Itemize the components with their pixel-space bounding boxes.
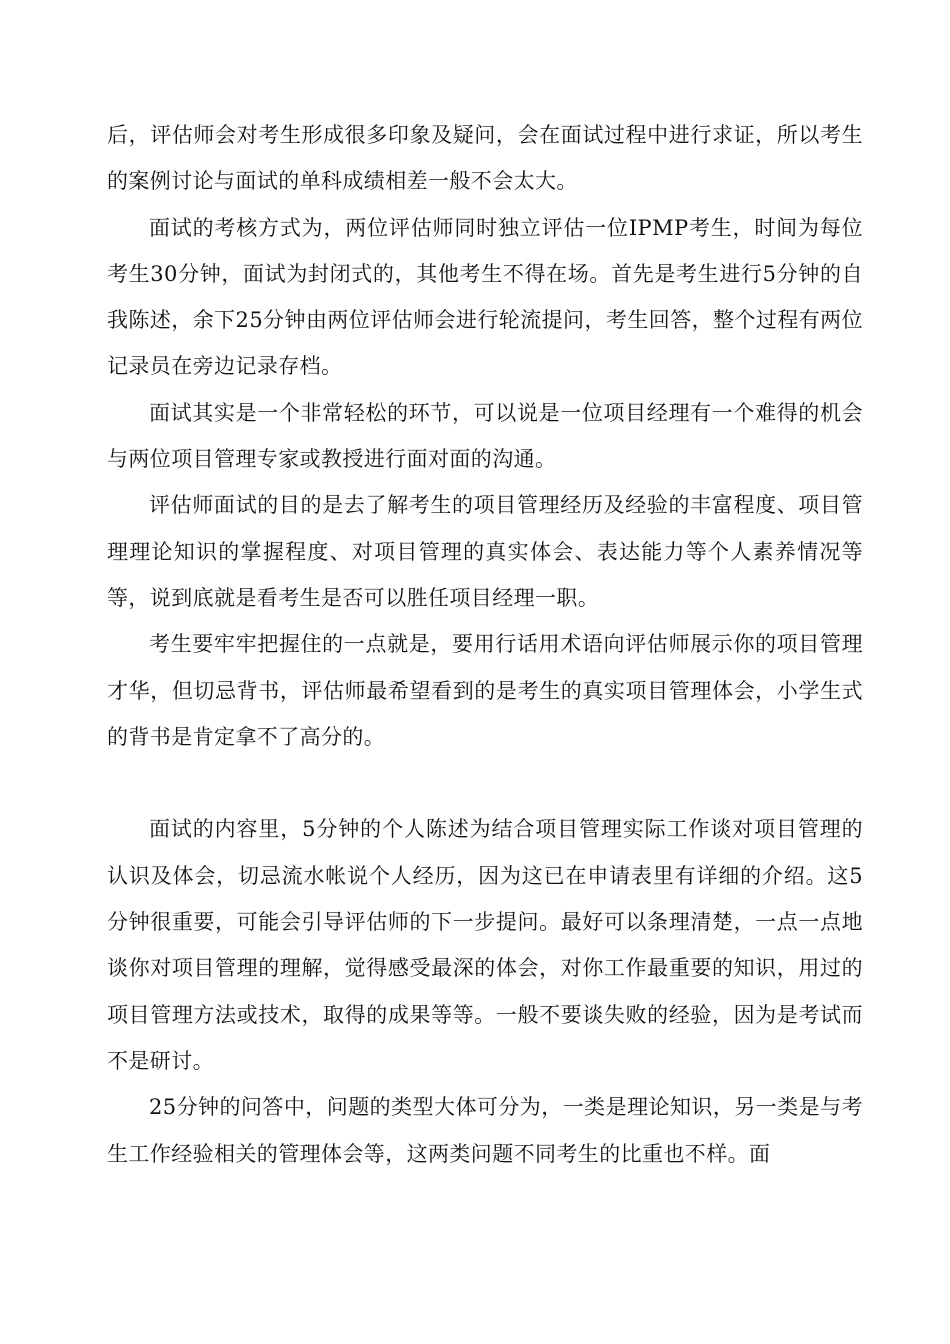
paragraph-7: 25分钟的问答中，问题的类型大体可分为，一类是理论知识，另一类是与考生工作经验相关的管理体会等，这两类问题不同考生的比重也不样。面 <box>107 1095 863 1166</box>
paragraph-2: 面试的考核方式为，两位评估师同时独立评估一位IPMP考生，时间为每位考生30分钟，面试为封闭式的，其他考生不得在场。首先是考生进行5分钟的自我陈述，余下25分钟由两位评估师会进行轮流提问，考生回答，整个过程有两位记录员在旁边记录存档。 <box>107 215 863 379</box>
paragraph-6: 面试的内容里，5分钟的个人陈述为结合项目管理实际工作谈对项目管理的认识及体会，切忌流水帐说个人经历，因为这已在申请表里有详细的介绍。这5分钟很重要，可能会引导评估师的下一步提问。最好可以条理清楚，一点一点地谈你对项目管理的理解，觉得感受最深的体会，对你工作最重要的知识，用过的项目管理方法或技术，取得的成果等等。一般不要谈失败的经验，因为是考试而不是研讨。 <box>107 817 863 1073</box>
paragraph-5: 考生要牢牢把握住的一点就是，要用行话用术语向评估师展示你的项目管理才华，但切忌背书，评估师最希望看到的是考生的真实项目管理体会，小学生式的背书是肯定拿不了高分的。 <box>107 632 863 749</box>
document-body <box>107 112 863 1177</box>
paragraph-3: 面试其实是一个非常轻松的环节，可以说是一位项目经理有一个难得的机会与两位项目管理专家或教授进行面对面的沟通。 <box>107 400 863 472</box>
paragraph-4: 评估师面试的目的是去了解考生的项目管理经历及经验的丰富程度、项目管理理论知识的掌握程度、对项目管理的真实体会、表达能力等个人素养情况等等，说到底就是看考生是否可以胜任项目经理一职。 <box>107 493 863 610</box>
paragraph-1: 后，评估师会对考生形成很多印象及疑问，会在面试过程中进行求证，所以考生的案例讨论与面试的单科成绩相差一般不会太大。 <box>107 123 863 194</box>
blank-line <box>107 760 863 806</box>
